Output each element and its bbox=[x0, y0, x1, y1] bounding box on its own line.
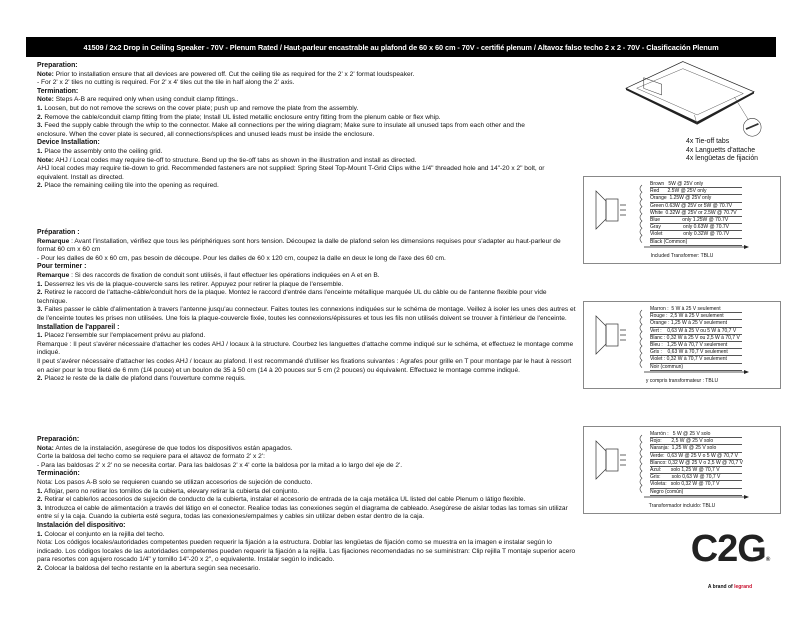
transformer-caption: Included Transformer: TBLU bbox=[650, 253, 714, 259]
section-heading: Preparación: bbox=[37, 436, 80, 443]
lead-label: 1. bbox=[37, 332, 43, 340]
wire-tap-label: Orange 1.25W @ 25V only bbox=[650, 195, 742, 202]
paragraph bbox=[37, 157, 557, 166]
paragraph bbox=[37, 281, 577, 290]
paragraph bbox=[37, 182, 557, 191]
lead-label: 2. bbox=[37, 496, 43, 504]
paragraph-text: Aflojar, pero no retirar los tornillos de la cubierta, elevary retirar la cubierta del conjunto. bbox=[42, 487, 300, 495]
french-instructions bbox=[37, 229, 577, 384]
wire-tap-label: Naranja: 1,25 W @ 25 V solo bbox=[650, 445, 742, 452]
paragraph-text: Antes de la instalación, asegúrese de que todos los dispositivos están apagados. bbox=[53, 444, 293, 452]
wiring-diagram-en bbox=[583, 176, 781, 264]
paragraph bbox=[37, 79, 557, 88]
paragraph-text: AHJ local codes may require tie-down to grid. Recommended fasteners are not supplied: Spring Steel Top-Mount T-Grid Clips withe 1/4" threaded hole and 14"-20 x 2" bolt, or equivalent. Install as directed. bbox=[37, 165, 545, 181]
paragraph-text: - For 2' x 2' tiles no cutting is required. For 2' x 4' tiles cut the tile in half along the 2' axis. bbox=[37, 79, 295, 87]
brand-name: legrand bbox=[734, 584, 753, 590]
wiring-diagram-fr bbox=[583, 301, 781, 389]
paragraph bbox=[37, 122, 557, 139]
wire-tap-label: Gris : 0,63 W à 70,7 V seulement bbox=[650, 349, 742, 356]
paragraph-text: Remove the cable/conduit clamp fitting from the plate; Install UL listed metallic enclosure entry fitting from the plenum cable or flex whip. bbox=[42, 113, 441, 121]
lead-label: 2. bbox=[37, 113, 43, 121]
paragraph-text: Desserrez les vis de la plaque-couvercle sans les retirer. Appuyez pour retirer la plaque de l'ensemble. bbox=[42, 280, 344, 288]
tie-off-tabs-label bbox=[686, 138, 758, 164]
transformer-caption: Transformador incluido: TBLU bbox=[648, 503, 716, 509]
paragraph bbox=[37, 238, 577, 255]
section-heading: Pour terminer : bbox=[37, 263, 87, 271]
section-heading: Préparation : bbox=[37, 229, 80, 236]
paragraph bbox=[37, 255, 577, 264]
wire-tap-label: Black (Common) bbox=[650, 239, 742, 246]
wiring-diagram-es bbox=[583, 426, 781, 514]
lead-label: Remarque bbox=[37, 237, 70, 245]
lead-label: Remarque bbox=[37, 271, 70, 279]
paragraph-text: Loosen, but do not remove the screws on the cover plate; push up and remove the plate from the assembly. bbox=[42, 104, 359, 112]
paragraph bbox=[37, 539, 577, 565]
section-heading: Installation de l'appareil : bbox=[37, 323, 120, 331]
wire-tap-label: Rojo: 2,5 W @ 25 V solo bbox=[650, 438, 742, 445]
paragraph bbox=[37, 71, 557, 80]
paragraph bbox=[37, 105, 557, 114]
wire-tap-list bbox=[650, 181, 742, 246]
wire-tap-label: Marrón : 5 W @ 25 V solo bbox=[650, 431, 742, 438]
paragraph-text: Colocar el conjunto en la rejilla del techo. bbox=[42, 530, 165, 538]
lead-label: Nota: bbox=[37, 444, 54, 452]
wire-tap-label: Verde: 0,63 W @ 25 V o 5 W @ 70,7 V bbox=[650, 453, 742, 460]
paragraph bbox=[37, 375, 577, 384]
wire-tap-label: Azul: solo 1,25 W @ 70,7 V bbox=[650, 467, 742, 474]
lead-label: Note: bbox=[37, 96, 54, 104]
paragraph-text: Introduzca el cable de alimentación a través del látigo en el conector. Realice todas las conexiones según el diagrama de cableado. Asegúrese de aislar todas las tomas sin utilizar entre sí y la caja. Cuando la cubierta esté segura, todas las conexiones/empalmes y cables sin utilizar deben estar dentro de la caja. bbox=[37, 504, 568, 521]
section-heading: Terminación: bbox=[37, 470, 80, 478]
paragraph bbox=[37, 332, 577, 341]
document-title: 41509 / 2x2 Drop in Ceiling Speaker - 70V - Plenum Rated / Haut-parleur encastrable au plafond de 60 x 60 cm - 70V - certifié plenum / Altavoz falso techo 2 x 2 - 70V - Clasificación Plenum bbox=[26, 37, 776, 57]
wire-tap-label: Brown 5W @ 25V only bbox=[650, 181, 742, 188]
paragraph-text: Steps A-B are required only when using conduit clamp fittings.. bbox=[53, 96, 239, 104]
wire-tap-label: Violet : 0,32 W à 70,7 V seulement bbox=[650, 356, 742, 363]
paragraph-text: Feed the supply cable through the whip to the connector. Make all connections per the wiring diagram; Make sure to insulate all unused taps from each other and the enclosure. When the cover plate is secured, all connections/splices and unused leads must be inside the enclosure. bbox=[37, 122, 525, 138]
lead-label: 1. bbox=[37, 530, 43, 538]
paragraph-text: Retirez le raccord de l'attache-câble/conduit hors de la plaque. Montez le raccord d'entrée dans l'enceinte métallique marquée UL du câble ou de l'antenne flexible pour vide technique. bbox=[37, 289, 547, 305]
wire-tap-label: Violeta: solo 0,32 W @ 70,7 V bbox=[650, 481, 742, 488]
paragraph bbox=[37, 96, 557, 105]
wire-tap-label: Orange : 1,25 W à 25 V seulement bbox=[650, 320, 742, 327]
wire-tap-label: Violet only 0.32W @ 70.7V bbox=[650, 231, 742, 238]
wire-tap-label: Negro (común) bbox=[650, 489, 742, 496]
paragraph-text: Colocar la baldosa del techo restante en la abertura según sea necesario. bbox=[42, 564, 261, 572]
wire-tap-label: Blue only 1.25W @ 70.7V bbox=[650, 217, 742, 224]
wire-tap-label: Green 0.63W @ 25V or 5W @ 70.7V bbox=[650, 203, 742, 210]
wire-tap-label: Red 2.5W @ 25V only bbox=[650, 188, 742, 195]
paragraph-text: Faites passer le câble d'alimentation à travers l'antenne jusqu'au connecteur. Faites toutes les connexions indiquées sur le schéma de montage. Veillez à isoler les unes des autres et de l'enceinte toutes les prises non utilisées. Une fois la plaque-couvercle fixée, toutes les connexions/épissures et tous les fils non utilisés doivent se trouver à l'intérieur de l'enceinte. bbox=[37, 306, 576, 322]
paragraph-text: : Si des raccords de fixation de conduit sont utilisés, il faut effectuer les opérations indiquées en A et en B. bbox=[69, 271, 380, 279]
wire-tap-label: Vert : 0,63 W à 25 V ou 5 W à 70,7 V bbox=[650, 328, 742, 335]
paragraph-text: - Para las baldosas 2' x 2' no se necesita cortar. Para las baldosas 2' x 4' corte la baldosa por la mitad a lo largo del eje de 2'. bbox=[37, 461, 403, 469]
lead-label: 3. bbox=[37, 504, 43, 512]
paragraph bbox=[37, 531, 577, 540]
wire-tap-label: Bleu : 1,25 W à 70,7 V seulement bbox=[650, 342, 742, 349]
lead-label: 3. bbox=[37, 306, 43, 314]
wire-tap-label: Noir (commun) bbox=[650, 364, 742, 371]
paragraph bbox=[37, 462, 577, 471]
tabs-en: 4x Tie-off tabs bbox=[686, 138, 730, 145]
lead-label: 1. bbox=[37, 104, 43, 112]
wire-tap-label: Gris: solo 0,63 W @ 70,7 V bbox=[650, 474, 742, 481]
paragraph-text: Il peut s'avérer nécessaire d'attacher les codes AHJ / locaux au plafond. Il est recommandé d'utiliser les fixations suivantes : Agrafes pour grille en T pour montage par le haut à ressort en acier pour le trou fileté de 6 mm (1/4 pouce) et un boulon de 35 à 50 cm (14 à 20 pouces sur 5 cm (2 pouces) ou équivalent. Effectuez le montage comme indiqué. bbox=[37, 357, 572, 374]
brand-prefix: A brand of bbox=[707, 584, 733, 590]
paragraph-text: Placez l'ensemble sur l'emplacement prévu au plafond. bbox=[42, 332, 206, 340]
wire-tap-label: Gray only 0.63W @ 70.7V bbox=[650, 224, 742, 231]
section-heading: Instalación del dispositivo: bbox=[37, 521, 126, 529]
lead-label: 2. bbox=[37, 182, 43, 190]
paragraph bbox=[37, 358, 577, 375]
tabs-fr: 4x Languetts d'attache bbox=[686, 146, 756, 154]
c2g-logo bbox=[690, 526, 770, 591]
lead-label: 1. bbox=[37, 487, 43, 495]
paragraph bbox=[37, 453, 577, 462]
lead-label: 1. bbox=[37, 147, 43, 155]
logo-mark: C2G® bbox=[690, 528, 770, 570]
section-heading: Termination: bbox=[37, 87, 79, 95]
paragraph-text: Placez le reste de la dalle de plafond dans l'ouverture comme requis. bbox=[42, 375, 246, 383]
wire-tap-label: White 0.32W @ 25V or 2.5W @ 70.7V bbox=[650, 210, 742, 217]
paragraph bbox=[37, 496, 577, 505]
tabs-es: 4x lengüetas de fijación bbox=[686, 155, 759, 163]
paragraph-text: Nota: Los pasos A-B solo se requieren cuando se utilizan accesorios de sujeción de conducto. bbox=[37, 478, 313, 486]
wire-tap-label: Marron : 5 W à 25 V seulement bbox=[650, 306, 742, 313]
lead-label: Note: bbox=[37, 70, 54, 78]
paragraph-text: Retirar el cable/los accesorios de sujeción de conducto de la cubierta, instalar el accesorio de entrada de la caja metálica UL listed del cable Plenum o látigo flexible. bbox=[42, 496, 526, 504]
wire-tap-label: Rouge : 2,5 W à 25 V seulement bbox=[650, 313, 742, 320]
lead-label: 2. bbox=[37, 564, 43, 572]
wire-tap-label: Blanco: 0,32 W @ 25 V o 2,5 W @ 70,7 V bbox=[650, 459, 743, 466]
paragraph bbox=[37, 341, 577, 358]
paragraph bbox=[37, 165, 557, 182]
paragraph bbox=[37, 272, 577, 281]
lead-label: 3. bbox=[37, 122, 43, 130]
paragraph bbox=[37, 479, 577, 488]
paragraph bbox=[37, 505, 577, 522]
paragraph bbox=[37, 114, 557, 123]
paragraph-text: - Pour les dalles de 60 x 60 cm, pas besoin de découpe. Pour les dalles de 60 x 120 cm, coupez la dalle en deux le long de l'axe des 60 cm. bbox=[37, 254, 446, 262]
speaker-illustration bbox=[610, 58, 770, 138]
section-heading: Device Installation: bbox=[37, 139, 100, 147]
lead-label: 2. bbox=[37, 375, 43, 383]
paragraph bbox=[37, 488, 577, 497]
paragraph-text: AHJ / Local codes may require tie-off to structure. Bend up the tie-off tabs as shown in the illustration and install as directed. bbox=[53, 156, 417, 164]
english-instructions bbox=[37, 62, 557, 191]
paragraph-text: Nota: Los códigos locales/autoridades competentes pueden requerir la fijación a la estructura. Doblar las lengüetas de fijación como se muestra en la imagen e instalar según lo indicado. Los códigos locales de las autoridades competentes pueden requerir la fijación a la rejilla. Las fijaciones recomendadas no se suministran: Clip rejilla T montaje superior acero para resortes con agujero roscado 1/4" y tornillo 14"-20 x 2", o equivalente. Instalar según lo indicado. bbox=[37, 539, 576, 564]
transformer-caption: y compris transformateur : TBLU bbox=[645, 378, 719, 384]
paragraph-text: Remarque : Il peut s'avérer nécessaire d'attacher les codes AHJ / locaux à la structure. Courbez les languettes d'attache comme indiqué sur le schéma, et effectuez le montage comme indiqué. bbox=[37, 340, 574, 357]
paragraph bbox=[37, 445, 577, 454]
paragraph-text: : Avant l'installation, vérifiez que tous les périphériques sont hors tension. Découpez la dalle de plafond selon les dimensions requises pour s'adapter au haut-parleur de format 60 cm x 60 cm bbox=[37, 237, 561, 254]
wire-tap-list bbox=[650, 431, 742, 496]
paragraph bbox=[37, 289, 577, 306]
logo-tagline bbox=[690, 583, 770, 591]
lead-label: 1. bbox=[37, 280, 43, 288]
paragraph-text: Corte la baldosa del techo como se requiere para el altavoz de formato 2' x 2': bbox=[37, 453, 265, 461]
paragraph-text: Place the remaining ceiling tile into the opening as required. bbox=[42, 182, 219, 190]
wire-tap-list bbox=[650, 306, 742, 371]
paragraph bbox=[37, 148, 557, 157]
paragraph-text: Prior to installation ensure that all devices are powered off. Cut the ceiling tile as required for the 2' x 2' format loudspeaker. bbox=[53, 70, 415, 78]
wire-tap-label: Blanc : 0,32 W à 25 V ou 2,5 W à 70,7 V bbox=[650, 335, 742, 342]
paragraph bbox=[37, 565, 577, 574]
paragraph bbox=[37, 306, 577, 323]
section-heading: Preparation: bbox=[37, 62, 78, 69]
lead-label: 2. bbox=[37, 289, 43, 297]
paragraph-text: Place the assembly onto the ceiling grid. bbox=[42, 147, 163, 155]
spanish-instructions bbox=[37, 436, 577, 574]
lead-label: Note: bbox=[37, 156, 54, 164]
